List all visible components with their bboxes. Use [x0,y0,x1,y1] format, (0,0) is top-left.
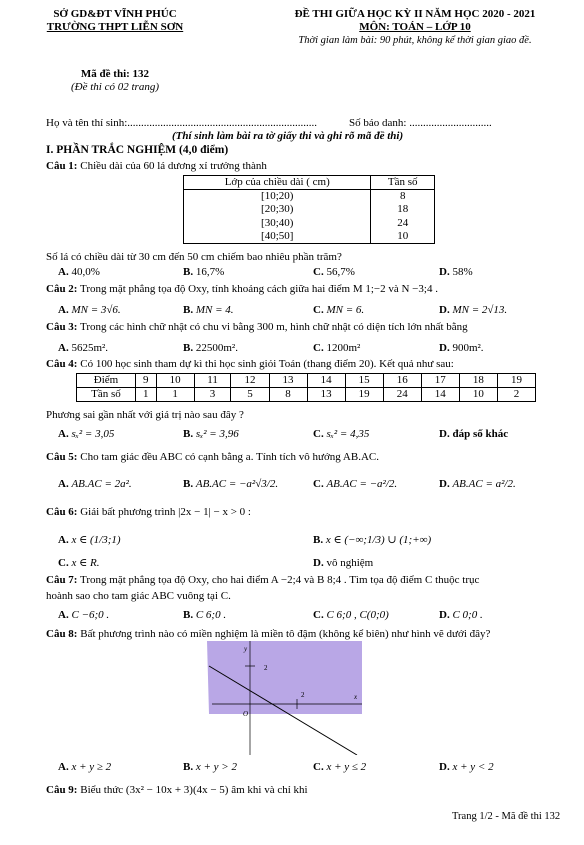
option-b: x + y > 2 [195,761,237,773]
question-text: Cho tam giác đều ABC có cạnh bằng a. Tính tích vô hướng AB.AC. [80,451,379,463]
score-cell: 15 [345,374,383,388]
option-letter: B. [183,342,194,354]
option-b: 22500m². [195,342,238,354]
table-cell: 8 [371,190,435,204]
option-letter: C. [313,342,324,354]
exam-subject: MÔN: TOÁN – LỚP 10 [359,21,471,33]
q8-options [58,761,564,775]
option-letter: A. [58,342,69,354]
question-label: Câu 2: [46,283,78,295]
question-label: Câu 5: [46,451,78,463]
question-text: Biểu thức (3x² − 10x + 3)(4x − 5) âm khi và chỉ khi [80,784,308,796]
student-name-line: Họ và tên thí sinh:..................................................................... [46,117,318,129]
option-b: x ∈ (−∞;1/3) ∪ (1;+∞) [325,534,432,546]
option-letter: C. [313,761,324,773]
option-letter: D. [439,478,450,490]
option-letter: D. [439,761,450,773]
table-header: Tần số [371,176,435,190]
option-letter: B. [183,304,194,316]
score-cell: 9 [136,374,157,388]
q1-table [183,175,435,244]
table-cell: 24 [371,217,435,230]
table-cell: [20;30) [184,203,371,216]
question-label: Câu 8: [46,628,78,640]
option-letter: B. [183,609,194,621]
score-cell: 13 [269,374,307,388]
question-8 [46,628,490,641]
question-text: Chiều dài của 60 lá dương xỉ trưởng thành [80,160,267,172]
table-cell: 10 [371,230,435,244]
count-cell: 2 [497,388,535,402]
question-9 [46,784,308,797]
option-letter: B. [183,478,194,490]
q3-options [58,342,564,356]
option-letter: A. [58,304,69,316]
exam-title: ĐỀ THI GIỮA HỌC KỲ II NĂM HỌC 2020 - 2021 [294,8,536,20]
option-d: vô nghiệm [326,557,374,569]
shaded-region [207,641,362,714]
q2-options [58,304,564,318]
count-cell: 3 [194,388,231,402]
question-label: Câu 1: [46,160,78,172]
score-cell: 10 [156,374,194,388]
question-label: Câu 6: [46,506,78,518]
option-letter: D. [439,609,450,621]
option-a: AB.AC = 2a². [71,478,132,490]
exam-code: Mã đề thi: 132 [80,68,150,80]
question-label: Câu 3: [46,321,78,333]
score-cell: 17 [421,374,459,388]
section-title: I. PHẦN TRẮC NGHIỆM (4,0 điểm) [46,144,229,156]
question-3 [46,321,468,334]
option-a: x ∈ (1/3;1) [71,534,121,546]
question-2 [46,283,438,296]
option-d: MN = 2√13. [452,304,508,316]
option-letter: D. [439,428,450,440]
exam-pages: (Đề thi có 02 trang) [71,81,159,93]
question-text: Có 100 học sinh tham dự kì thi học sinh giỏi Toán (thang điểm 20). Kết quả như sau: [80,358,454,370]
question-label: Câu 4: [46,358,78,370]
option-c: x ∈ R. [71,557,100,569]
table-cell: [40;50] [184,230,371,244]
student-id-line: Số báo danh: .............................. [349,117,492,129]
option-d: x + y < 2 [452,761,494,773]
count-cell: 13 [307,388,345,402]
option-c: MN = 6. [326,304,365,316]
option-letter: B. [183,266,194,278]
q1-options [58,266,564,280]
count-cell: 1 [136,388,157,402]
school-name: TRƯỜNG THPT LIỄN SƠN [46,21,184,33]
question-7 [46,574,479,587]
question-text: Trong mặt phẳng tọa độ Oxy, tính khoảng cách giữa hai điểm M 1;−2 và N −3;4 . [80,283,438,295]
q5-options [58,478,564,492]
q1-prompt: Số lá có chiều dài từ 30 cm đến 50 cm chiếm bao nhiêu phần trăm? [46,251,342,263]
exam-time: Thời gian làm bài: 90 phút, không kể thời gian giao đề. [298,35,532,46]
question-label: Câu 9: [46,784,78,796]
count-cell: 14 [421,388,459,402]
option-letter: A. [58,534,69,546]
q7-options [58,609,564,623]
question-label: Câu 7: [46,574,78,586]
option-c: C 6;0 , C(0;0) [326,609,389,621]
score-cell: 16 [383,374,421,388]
question-7-cont: hoành sao cho tam giác ABC vuông tại C. [46,590,231,602]
option-c: 1200m² [326,342,361,354]
option-letter: D. [439,304,450,316]
table-cell: [10;20) [184,190,371,204]
x-axis-label: x [354,693,358,701]
option-d: 900m². [452,342,484,354]
option-letter: A. [58,609,69,621]
option-letter: A. [58,761,69,773]
student-note: (Thí sinh làm bài ra tờ giấy thi và ghi rõ mã đề thi) [172,130,404,142]
option-letter: C. [313,304,324,316]
question-1 [46,160,267,173]
q4-table [76,373,536,402]
option-b: C 6;0 . [195,609,227,621]
question-6 [46,506,251,519]
question-4 [46,358,454,371]
score-cell: 19 [497,374,535,388]
q4-options [58,428,564,442]
y-tick-label: 2 [264,664,268,672]
score-cell: 12 [231,374,269,388]
count-cell: 10 [459,388,497,402]
count-cell: 1 [156,388,194,402]
count-cell: 5 [231,388,269,402]
row-label: Tần số [77,388,136,402]
score-cell: 11 [194,374,231,388]
question-text: Trong các hình chữ nhật có chu vi bằng 300 m, hình chữ nhật có diện tích lớn nhất bằng [80,321,468,333]
question-text: Bất phương trình nào có miền nghiệm là miền tô đậm (không kể biên) như hình vẽ dưới đây? [80,628,491,640]
option-b: MN = 4. [195,304,234,316]
option-letter: D. [439,342,450,354]
q6-options-row1 [58,534,564,548]
page-footer: Trang 1/2 - Mã đề thi 132 [452,811,561,822]
option-letter: C. [58,557,69,569]
option-c: x + y ≤ 2 [326,761,367,773]
x-tick-label: 2 [301,691,305,699]
option-letter: D. [313,557,324,569]
option-a: C −6;0 . [71,609,110,621]
question-5 [46,451,379,464]
count-cell: 24 [383,388,421,402]
q6-options-row2 [58,557,564,571]
option-letter: B. [183,428,194,440]
option-b: AB.AC = −a²√3/2. [195,478,279,490]
option-d: AB.AC = a²/2. [452,478,516,490]
option-letter: B. [183,761,194,773]
option-a: 40,0% [71,266,100,278]
dept-name: SỞ GD&ĐT VĨNH PHÚC [53,8,177,20]
question-text: Giải bất phương trình |2x − 1| − x > 0 : [80,506,251,518]
option-a: sₓ² = 3,05 [71,428,115,440]
option-letter: B. [313,534,324,546]
option-c: 56,7% [326,266,355,278]
option-c: sₓ² = 4,35 [326,428,370,440]
table-cell: [30;40) [184,217,371,230]
count-cell: 8 [269,388,307,402]
option-b: sₓ² = 3,96 [195,428,239,440]
option-letter: C. [313,478,324,490]
option-b: 16,7% [195,266,225,278]
option-letter: A. [58,428,69,440]
option-letter: A. [58,266,69,278]
option-a: MN = 3√6. [71,304,121,316]
option-a: 5625m². [71,342,109,354]
inequality-graph [207,641,367,755]
score-cell: 14 [307,374,345,388]
option-c: AB.AC = −a²/2. [326,478,398,490]
option-d: đáp số khác [452,428,509,440]
option-letter: C. [313,609,324,621]
origin-label: O [243,710,249,718]
option-letter: C. [313,266,324,278]
table-cell: 18 [371,203,435,216]
option-a: x + y ≥ 2 [71,761,112,773]
option-d: C 0;0 . [452,609,483,621]
table-header: Lớp của chiều dài ( cm) [184,176,371,190]
score-cell: 18 [459,374,497,388]
row-label: Điểm [77,374,136,388]
option-letter: A. [58,478,69,490]
count-cell: 19 [345,388,383,402]
option-d: 58% [452,266,473,278]
option-letter: D. [439,266,450,278]
y-axis-label: y [244,645,248,653]
option-letter: C. [313,428,324,440]
q4-prompt: Phương sai gần nhất với giá trị nào sau đây ? [46,409,244,421]
question-text: Trong mặt phẳng tọa độ Oxy, cho hai điểm A −2;4 và B 8;4 . Tìm tọa độ điểm C thuộc trục [80,574,480,586]
